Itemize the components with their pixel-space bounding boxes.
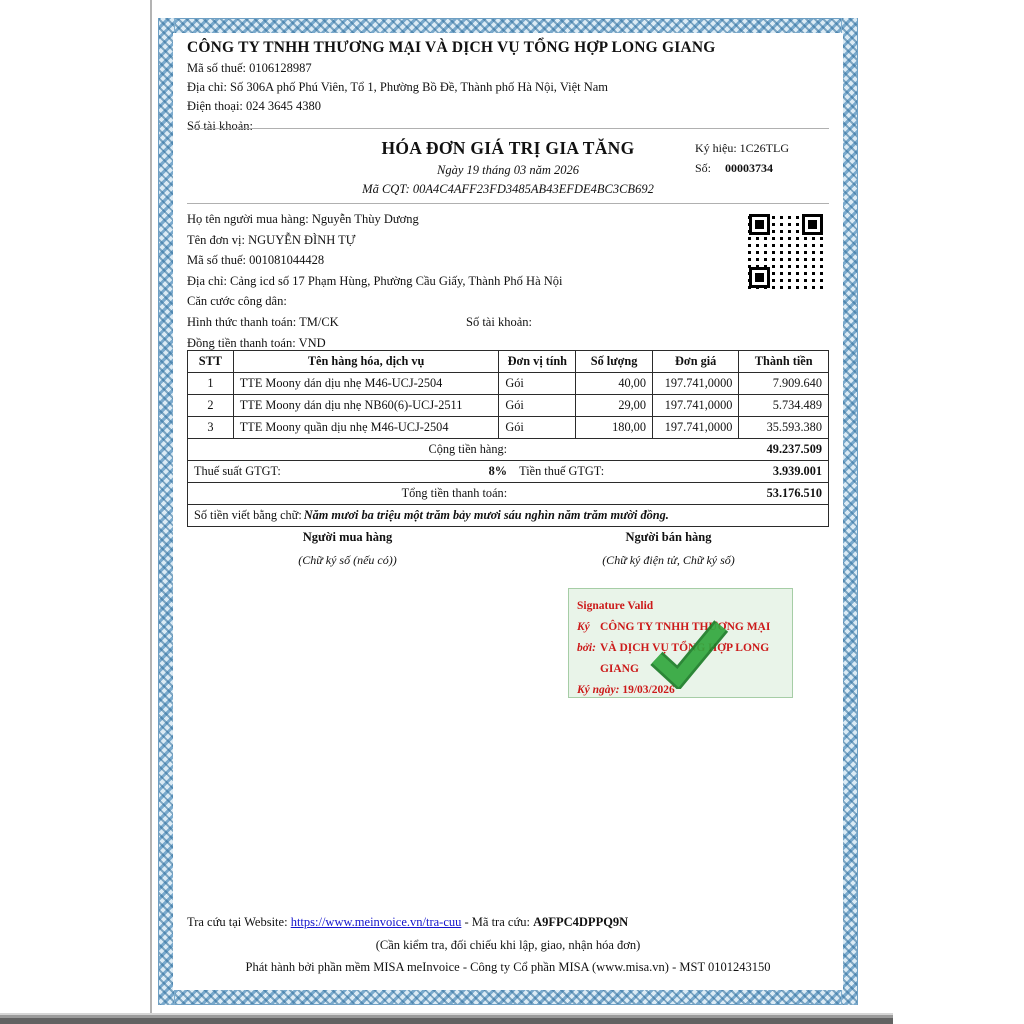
total-row <box>188 482 828 504</box>
buyer-id-line: Căn cước công dân: <box>187 294 287 309</box>
table-row: 1 TTE Moony dán dịu nhẹ M46-UCJ-2504 Gói 40,00 197.741,0000 7.909.640 <box>188 372 828 394</box>
currency-line: Đồng tiền thanh toán: VND <box>187 335 326 350</box>
vat-rate-label: Thuế suất GTGT: <box>194 464 281 478</box>
publisher-line: Phát hành bởi phần mềm MISA meInvoice - Công ty Cổ phần MISA (www.misa.vn) - MST 0101243150 <box>245 960 771 974</box>
buyer-address-line: Địa chỉ: Cảng icd số 17 Phạm Hùng, Phường Cầu Giấy, Thành Phố Hà Nội <box>187 273 563 288</box>
title-block <box>187 137 829 201</box>
signature-valid-text: Signature Valid <box>577 600 654 612</box>
invoice-page <box>158 18 858 1005</box>
table-row: 2 TTE Moony dán dịu nhẹ NB60(6)-UCJ-2511 Gói 29,00 197.741,0000 5.734.489 <box>188 394 828 416</box>
col-header-unit: Đơn vị tính <box>498 351 575 372</box>
vat-label: Tiền thuế GTGT: <box>519 464 605 478</box>
seller-phone-value: 024 3645 4380 <box>246 99 322 114</box>
buyer-name-value: Nguyễn Thùy Dương <box>311 212 419 226</box>
qr-finder-icon <box>749 267 770 288</box>
buyer-tax-line: Mã số thuế: 001081044428 <box>187 253 325 268</box>
lookup-code: A9FPC4DPPQ9N <box>533 915 629 929</box>
qr-finder-icon <box>802 214 823 235</box>
number-line: Số: 00003734 <box>695 161 774 175</box>
seller-address-line: Địa chỉ: Số 306A phố Phú Viên, Tổ 1, Phường Bồ Đề, Thành phố Hà Nội, Việt Nam <box>187 80 609 95</box>
signed-date-label: Ký ngày: <box>577 684 620 696</box>
vat-rate-value: 8% <box>488 464 508 478</box>
vat-value: 3.939.001 <box>772 464 822 478</box>
buyer-unit-line: Tên đơn vị: NGUYỄN ĐÌNH TỰ <box>187 232 356 247</box>
signed-date-value: 19/03/2026 <box>622 684 675 696</box>
words-value: Năm mươi ba triệu một trăm bảy mươi sáu nghìn năm trăm mười đồng. <box>303 508 669 522</box>
invoice-number: 00003734 <box>725 161 774 175</box>
signed-by-label: Ký bởi: <box>577 621 596 654</box>
table-row: 3 TTE Moony quần dịu nhẹ M46-UCJ-2504 Gói 180,00 197.741,0000 35.593.380 <box>188 416 828 438</box>
col-header-name: Tên hàng hóa, dịch vụ <box>233 351 499 372</box>
page-bottom-shadow <box>0 1013 893 1024</box>
seller-tax-line: Mã số thuế: 0106128987 <box>187 61 312 75</box>
invoice-date: Ngày 19 tháng 03 năm 2026 <box>436 163 579 177</box>
divider-2 <box>187 203 829 204</box>
seller-tax-value: 0106128987 <box>249 61 312 75</box>
seller-signature-col <box>508 528 829 568</box>
invoice-content <box>173 33 843 990</box>
check-note: (Cần kiểm tra, đối chiếu khi lập, giao, nhận hóa đơn) <box>375 937 641 952</box>
payment-value: TM/CK <box>299 314 339 329</box>
invoice-cqt: Mã CQT: 00A4C4AFF23FD3485AB43EFDE4BC3CB692 <box>362 182 654 196</box>
seller-address-value: Số 306A phố Phú Viên, Tổ 1, Phường Bồ Đề, Thành phố Hà Nội, Việt Nam <box>230 80 609 95</box>
subtotal-label: Cộng tiền hàng: <box>428 442 508 456</box>
buyer-block <box>187 209 829 353</box>
currency-value: VND <box>298 335 326 350</box>
buyer-unit-value: NGUYỄN ĐÌNH TỰ <box>248 232 356 247</box>
seller-block <box>187 37 829 136</box>
digital-signature-stamp <box>568 588 793 698</box>
lookup-link[interactable]: https://www.meinvoice.vn/tra-cuu <box>290 915 462 929</box>
vat-row <box>188 460 828 482</box>
seller-name: CÔNG TY TNHH THƯƠNG MẠI VÀ DỊCH VỤ TỔNG HỢP LONG GIANG <box>187 39 716 56</box>
payment-line: Hình thức thanh toán: TM/CK Số tài khoản: <box>187 312 829 333</box>
lace-border-right <box>841 18 858 1005</box>
table-header-row <box>188 351 828 372</box>
subtotal-row <box>188 438 828 460</box>
serial-line: Ký hiệu: 1C26TLG <box>695 141 790 155</box>
footer-block <box>187 911 829 979</box>
seller-signature-sub: (Chữ ký điện tử, Chữ ký số) <box>602 553 735 567</box>
total-value: 53.176.510 <box>766 486 822 500</box>
qr-finder-icon <box>749 214 770 235</box>
signature-titles <box>187 528 829 568</box>
lookup-line: Tra cứu tại Website: https://www.meinvoice.vn/tra-cuu - Mã tra cứu: A9FPC4DPPQ9N <box>187 915 629 929</box>
seller-phone-line: Điện thoại: 024 3645 4380 <box>187 99 322 114</box>
buyer-account-label: Số tài khoản: <box>466 314 532 329</box>
words-label: Số tiền viết bằng chữ: <box>194 508 302 522</box>
signed-by-value: CÔNG TY TNHH THƯƠNG MẠI VÀ DỊCH VỤ TỔNG HỢP LONG GIANG <box>599 621 771 675</box>
col-header-amount: Thành tiền <box>738 351 828 372</box>
page-left-edge <box>150 0 152 1018</box>
buyer-signature-sub: (Chữ ký số (nếu có)) <box>298 553 397 567</box>
buyer-signature-col <box>187 528 508 568</box>
cqt-value: 00A4C4AFF23FD3485AB43EFDE4BC3CB692 <box>412 182 654 196</box>
col-header-qty: Số lượng <box>575 351 652 372</box>
divider-1 <box>187 128 829 129</box>
buyer-address-value: Cảng icd số 17 Phạm Hùng, Phường Cầu Giấy, Thành Phố Hà Nội <box>230 273 563 288</box>
lace-border-bottom <box>158 988 858 1005</box>
col-header-price: Đơn giá <box>652 351 738 372</box>
seller-signature-title: Người bán hàng <box>625 530 712 544</box>
buyer-tax-value: 001081044428 <box>249 253 325 268</box>
serial-value: 1C26TLG <box>739 141 790 155</box>
amount-in-words-row <box>188 504 828 526</box>
buyer-name-line: Họ tên người mua hàng: Nguyễn Thùy Dương <box>187 212 419 226</box>
invoice-title: HÓA ĐƠN GIÁ TRỊ GIA TĂNG <box>381 138 635 158</box>
col-header-stt: STT <box>198 354 223 368</box>
checkmark-icon <box>641 617 733 689</box>
serial-box <box>695 138 825 178</box>
seller-account-line: Số tài khoản: <box>187 118 253 133</box>
qr-code <box>747 212 825 290</box>
buyer-signature-title: Người mua hàng <box>302 530 393 544</box>
items-table <box>187 350 829 527</box>
total-label: Tổng tiền thanh toán: <box>401 486 508 500</box>
subtotal-value: 49.237.509 <box>766 442 822 456</box>
